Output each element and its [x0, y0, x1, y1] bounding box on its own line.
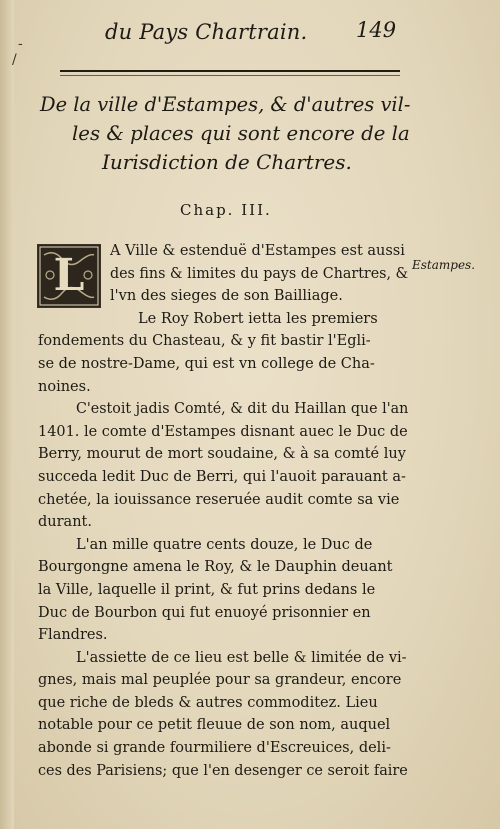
text-line: Duc de Bourbon qui fut enuoyé prisonnier en: [38, 604, 371, 621]
text-line: L'an mille quatre cents douze, le Duc de: [76, 536, 373, 553]
header-rule: [60, 70, 400, 72]
drop-cap-letter: L: [53, 250, 85, 301]
text-line: A Ville & estenduë d'Estampes est aussi: [110, 243, 405, 259]
text-line: que riche de bleds & autres commoditez. Lieu: [38, 694, 378, 711]
margin-dash-mark: -: [18, 36, 23, 52]
text-line: des fins & limites du pays de Chartres, &: [110, 265, 409, 282]
chapter-title: [40, 90, 410, 177]
text-line: noines.: [38, 378, 91, 395]
page-gutter: [0, 0, 14, 829]
text-line: 1401. le comte d'Estampes disnant auec le Duc de: [38, 423, 408, 440]
text-line: l'vn des sieges de son Bailliage.: [110, 288, 343, 305]
chapter-label: Chap. III.: [180, 201, 272, 219]
chapter-title-line: Iurisdiction de Chartres.: [102, 150, 352, 174]
chapter-title-line: les & places qui sont encore de la: [72, 121, 410, 145]
text-line: Le Roy Robert ietta les premiers: [138, 310, 378, 327]
body-text: [38, 240, 408, 782]
running-title: du Pays Chartrain.: [105, 20, 308, 44]
text-line: notable pour ce petit fleuue de son nom, auquel: [38, 717, 391, 734]
header-rule-thin: [60, 75, 400, 76]
text-line: abonde si grande fourmiliere d'Escreuices, deli-: [38, 740, 391, 757]
margin-note: Estampes.: [412, 258, 476, 272]
text-line: L'assiette de ce lieu est belle & limitée de vi-: [76, 649, 407, 666]
chapter-title-line: De la ville d'Estampes, & d'autres vil-: [40, 92, 411, 116]
text-line: fondements du Chasteau, & y fit bastir l'Egli-: [38, 333, 371, 350]
text-line: Flandres.: [38, 627, 108, 644]
text-line: ces des Parisiens; que l'en desenger ce seroit faire: [38, 762, 408, 779]
text-line: Berry, mourut de mort soudaine, & à sa comté luy: [38, 446, 406, 463]
page-number: 149: [356, 18, 397, 42]
text-line: durant.: [38, 514, 92, 531]
text-line: Bourgongne amena le Roy, & le Dauphin deuant: [38, 559, 393, 576]
text-line: se de nostre-Dame, qui est vn college de Cha-: [38, 355, 375, 372]
text-line: gnes, mais mal peuplée pour sa grandeur, encore: [38, 672, 402, 689]
text-line: chetée, la iouissance reseruée audit comte sa vie: [38, 491, 400, 508]
margin-slash-mark: /: [12, 52, 17, 68]
text-line: succeda ledit Duc de Berri, qui l'auoit parauant a-: [38, 468, 406, 485]
text-line: C'estoit jadis Comté, & dit du Haillan que l'an: [76, 401, 409, 418]
text-line: la Ville, laquelle il print, & fut prins dedans le: [38, 581, 376, 598]
